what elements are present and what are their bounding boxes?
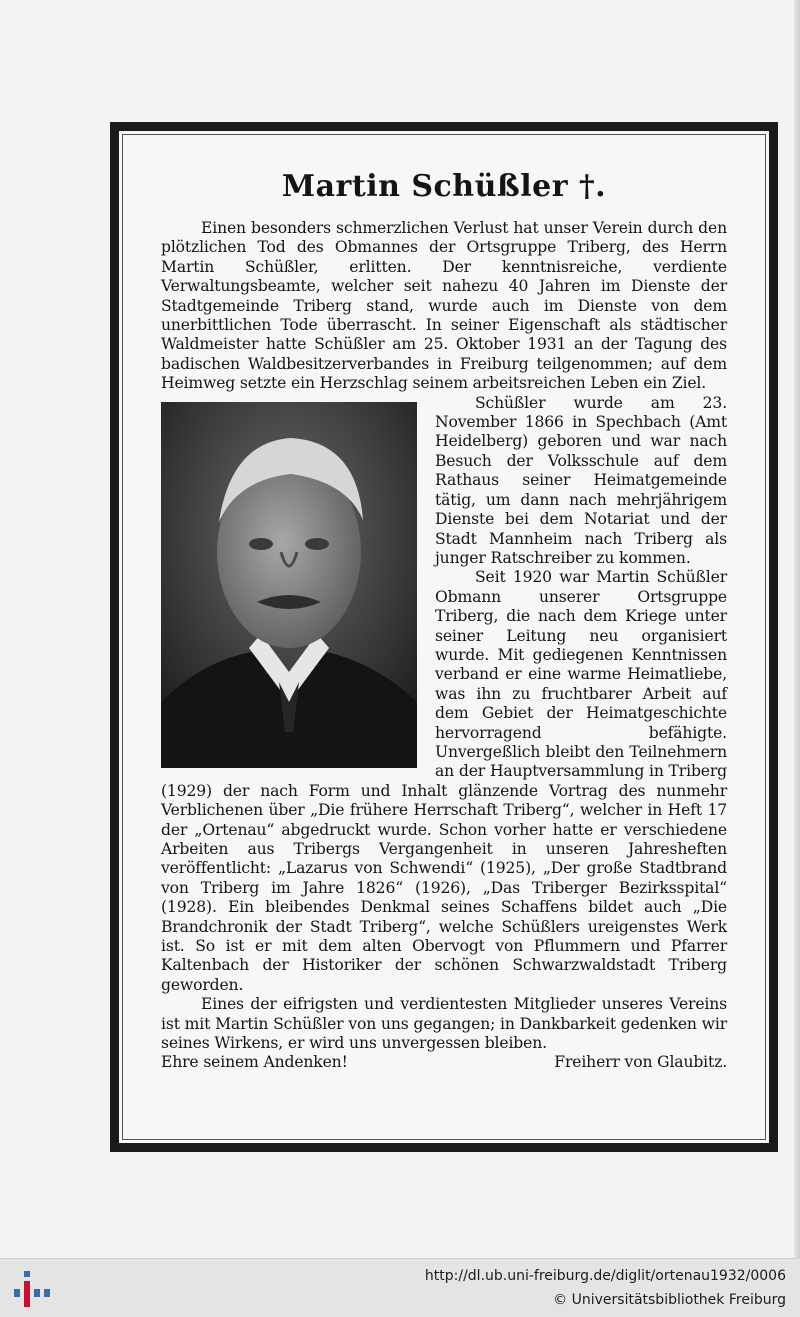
portrait-photo — [161, 402, 417, 768]
author-signature: Freiherr von Glaubitz. — [554, 1053, 727, 1072]
signature-line — [161, 1053, 727, 1072]
source-url-link[interactable]: http://dl.ub.uni-freiburg.de/diglit/ortenau1932/0006 — [424, 1268, 786, 1284]
paragraph-1-lead — [161, 219, 727, 394]
page-edge — [794, 0, 800, 1258]
article-title: Martin Schüßler †. — [281, 169, 607, 204]
obituary-frame — [110, 122, 778, 1152]
paragraph-3-text: Seit 1920 war Martin Schüßler Obmann unserer Ortsgruppe Triberg, die nach dem Kriege unter seiner Leitung neu organisiert wurde. Mit gediegenen Kenntnissen verband er eine warme Heimatliebe, was ihn zu fruchtbarer Arbeit auf dem Gebiet der Heimatgeschichte hervorragend befähigte. Unvergeßlich bleibt den Teilnehmern an der Hauptversammlung in Triberg (1929) der nach Form und Inhalt glänzende Vortrag des nunmehr Verblichenen über „Die frühere Herrschaft Triberg“, welcher in Heft 17 der „Ortenau“ abgedruckt wurde. Schon vorher hatte er verschiedene Arbeiten aus Tribergs Vergangenheit in unseren Jahresheften veröffentlicht: „Lazarus von Schwendi“ (1925), „Der große Stadtbrand von Triberg im Jahre 1826“ (1926), „Das Triberger Bezirksspital“ (1928). Ein bleibendes Denkmal seines Schaffens bildet auch „Die Brandchronik der Stadt Triberg“, welche Schüßlers ureigenstes Werk ist. So ist er mit dem alten Obervogt von Pflummern und Pfarrer Kaltenbach der Historiker der schönen Schwarzwaldstadt Triberg geworden. — [161, 568, 727, 994]
portrait-illustration — [161, 402, 417, 768]
closing-text: Ehre seinem Andenken! — [161, 1053, 348, 1072]
ub-freiburg-logo-icon[interactable] — [12, 1267, 52, 1311]
paragraph-2-text: Schüßler wurde am 23. November 1866 in Spechbach (Amt Heidelberg) geboren und war nach Besuch der Volksschule auf dem Rathaus seiner Heimatgemeinde tätig, um dann nach mehrjährigem Dienste bei dem Notariat und der Stadt Mannheim nach Triberg als junger Ratschreiber zu kommen. — [435, 393, 727, 567]
copyright-notice: © Universitätsbibliothek Freiburg — [553, 1292, 786, 1308]
article-body — [161, 219, 727, 1073]
paragraph-4 — [161, 995, 727, 1053]
paragraph-1-text: Einen besonders schmerzlichen Verlust hat unser Verein durch den plötzlichen Tod des Obmannes der Ortsgruppe Triberg, des Herrn Martin Schüßler, erlitten. Der kenntnisreiche, verdiente Verwaltungsbeamte, welcher seit nahezu 40 Jahren im Dienste der Stadtgemeinde Triberg stand, wurde auch im Dienste von dem unerbittlichen Tode überrascht. In seiner Eigenschaft als städtischer Waldmeister hatte Schüßler am 25. Oktober 1931 an der Tagung des badischen Waldbesitzerverbandes in Freiburg teilgenommen; auf dem Heimweg setzte ein Herzschlag seinem arbeitsreichen Leben ein Ziel. — [161, 219, 727, 393]
paragraph-4-text: Eines der eifrigsten und verdientesten Mitglieder unseres Vereins ist mit Martin Schüßler von uns gegangen; in Dankbarkeit gedenken wir seines Wirkens, er wird uns unvergessen bleiben. — [161, 995, 727, 1053]
viewer-footer — [0, 1258, 800, 1317]
